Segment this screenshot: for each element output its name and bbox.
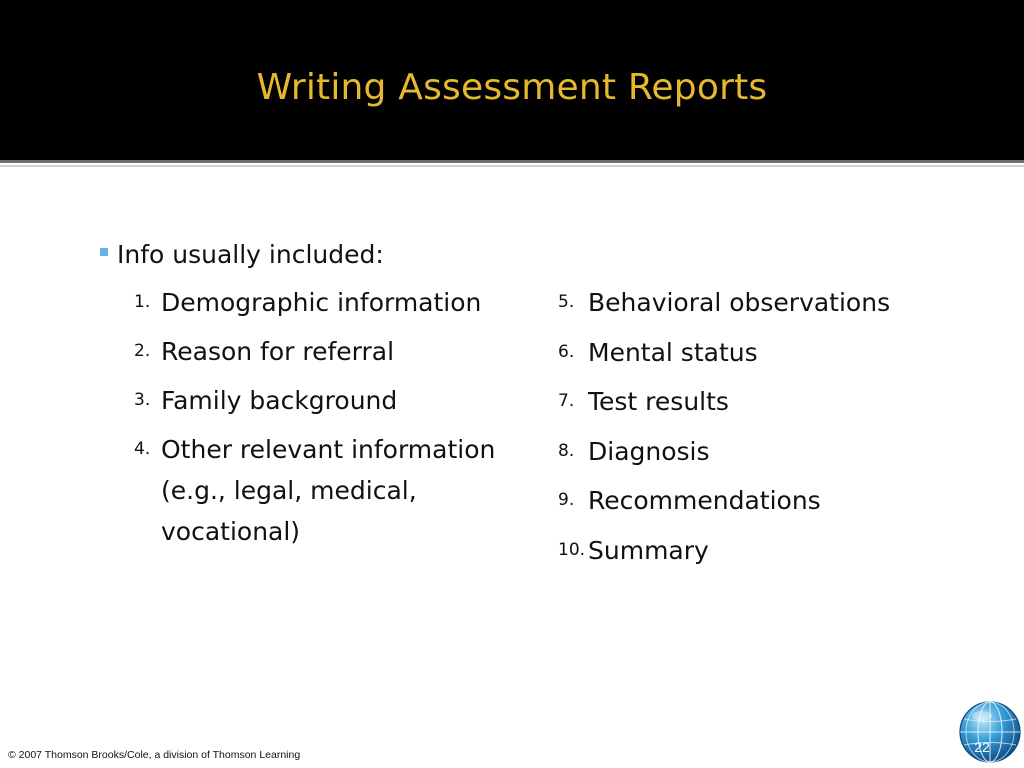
item-number: 3. [134,390,151,410]
item-number: 8. [558,440,575,461]
list-item [558,282,998,323]
item-number: 10. [558,539,586,560]
square-bullet-icon [100,248,108,256]
intro-line [100,234,384,274]
item-text: Reason for referral [161,337,395,366]
item-text: Family background [161,386,398,415]
list-item [558,480,998,521]
item-text: Recommendations [588,486,821,515]
title-divider [0,160,1024,163]
list-item [134,380,514,421]
item-number: 1. [134,292,151,312]
item-number: 2. [134,341,151,361]
title-band [0,0,1024,160]
list-item [134,282,514,323]
slide-title: Writing Assessment Reports [256,67,768,108]
intro-text: Info usually included: [117,239,384,269]
left-numbered-list [134,282,514,560]
item-number: 7. [558,391,575,411]
item-text: Diagnosis [588,436,710,466]
item-number: 4. [134,439,151,459]
item-text: Test results [588,387,729,416]
title-divider-secondary [0,165,1024,167]
copyright-footer: © 2007 Thomson Brooks/Cole, a division of Thomson Learning [8,749,301,761]
item-number: 6. [558,341,575,362]
list-item [558,381,998,422]
item-text: Mental status [588,337,758,367]
right-numbered-list [558,282,998,579]
slide-number: 22 [974,739,990,755]
list-item [134,429,514,552]
item-text: Behavioral observations [588,288,891,317]
list-item [134,331,514,372]
item-text: Other relevant information (e.g., legal, medical, vocational) [161,435,496,546]
list-item [558,332,998,373]
list-item [558,530,998,571]
item-text: Summary [588,535,709,565]
item-number: 5. [558,292,575,312]
item-number: 9. [558,490,575,510]
item-text: Demographic information [161,288,482,317]
list-item [558,431,998,472]
